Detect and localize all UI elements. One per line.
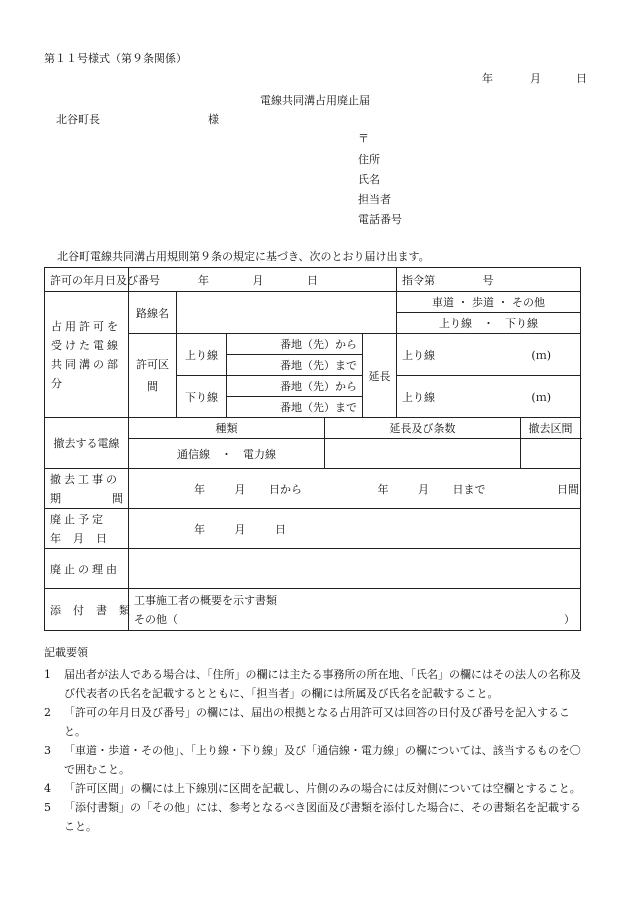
line-kind-options[interactable]: 通信線 ・ 電力線 <box>129 439 325 469</box>
date-day-label: 日 <box>576 72 587 85</box>
up-line-meter-unit: (ｍ) <box>531 348 551 362</box>
postal-mark: 〒 <box>358 132 369 145</box>
permit-day: 日 <box>307 273 318 287</box>
abolition-date-field[interactable] <box>129 509 581 549</box>
permit-number-suffix: 号 <box>482 273 494 287</box>
instruction-text: 届出者が法人である場合は、「住所」の欄には主たる事務所の所在地、「氏名」の欄にはその法人の名称及び代表者の氏名を記載するとともに、「担当者」の欄には所属及び氏名を記載すること。 <box>64 668 581 700</box>
name-label: 氏名 <box>358 173 380 186</box>
work-to-year: 年 <box>377 482 389 496</box>
instruction-number: 5 <box>44 801 51 814</box>
down-line-from[interactable]: 番地（先）から <box>227 376 363 397</box>
permit-year: 年 <box>198 273 209 287</box>
down-line-length-label: 上り線 <box>402 390 435 404</box>
work-to-month: 月 <box>418 482 429 496</box>
up-line-length-field[interactable] <box>397 334 581 376</box>
instruction-text: 「許可区間」の欄には上下線別に区間を記載し、片側のみの場合には反対側については空欄とすること。 <box>64 782 581 795</box>
address-label: 住所 <box>358 153 380 166</box>
instruction-item <box>44 703 590 741</box>
abolition-reason-label: 廃止の理由 <box>45 549 129 589</box>
road-type-options[interactable]: 車道 ・ 歩道 ・ その他 <box>397 292 581 313</box>
abolition-date-line2: 年月日 <box>50 531 119 545</box>
removed-lines-label: 撤去する電線 <box>45 418 129 469</box>
up-line-from[interactable]: 番地（先）から <box>227 334 363 355</box>
instruction-item <box>44 798 590 836</box>
work-from-day: 日から <box>269 482 302 496</box>
down-line-meter-unit: (ｍ) <box>531 390 551 404</box>
work-to-day: 日まで <box>452 482 486 496</box>
instruction-item <box>44 665 590 703</box>
length-count-field[interactable] <box>325 439 521 469</box>
up-line-label: 上り線 <box>177 334 227 376</box>
attachments-label: 添付書類 <box>45 589 129 631</box>
attachments-field[interactable] <box>129 589 581 631</box>
intro-statement: 北谷町電線共同溝占用規則第９条の規定に基づき、次のとおり届け出ます。 <box>57 250 430 263</box>
down-line-length-field[interactable] <box>397 376 581 418</box>
attachment-contractor-summary: 工事施工者の概要を示す書類 <box>134 593 277 607</box>
abolition-date-line1: 廃止予定 <box>50 512 106 526</box>
date-year-label: 年 <box>482 72 493 85</box>
length-count-header: 延長及び条数 <box>325 418 521 439</box>
work-period-field[interactable] <box>129 469 581 509</box>
instruction-text: 「添付書類」の「その他」には、参考となるべき図面及び書類を添付した場合に、その書類名を記載すること。 <box>64 801 581 833</box>
permit-date-label: 許可の年月日及び番号 <box>45 268 129 292</box>
notification-table <box>44 267 581 631</box>
extension-label: 延長 <box>363 334 397 418</box>
permit-number-prefix: 指令第 <box>402 273 435 287</box>
form-number: 第１１号様式（第９条関係） <box>44 52 187 65</box>
abolition-year: 年 <box>194 522 205 536</box>
instruction-item <box>44 741 590 779</box>
instruction-number: 3 <box>44 744 51 757</box>
route-name-field[interactable] <box>177 292 397 334</box>
abolition-date-label <box>45 509 129 549</box>
attachment-other-label: その他（ <box>134 612 178 626</box>
phone-label: 電話番号 <box>358 213 402 226</box>
honorific: 様 <box>208 113 219 126</box>
work-period-line1: 撤去工事の <box>50 472 120 486</box>
instruction-item <box>44 779 590 798</box>
addressee: 北谷町長 <box>56 113 100 126</box>
work-from-year: 年 <box>194 482 205 496</box>
permit-number-field[interactable] <box>397 268 581 292</box>
attachment-other-close: ） <box>564 612 575 626</box>
work-from-month: 月 <box>234 482 246 496</box>
instructions-heading: 記載要領 <box>44 646 88 659</box>
permit-date-field[interactable] <box>129 268 397 292</box>
abolition-day: 日 <box>275 522 286 536</box>
instruction-number: 2 <box>44 706 51 719</box>
document-title: 電線共同溝占用廃止届 <box>260 94 370 107</box>
instruction-number: 1 <box>44 668 51 681</box>
down-line-to[interactable]: 番地（先）まで <box>227 397 363 418</box>
abolition-reason-field[interactable] <box>129 549 581 589</box>
attachment-other-line <box>134 610 575 629</box>
up-line-to[interactable]: 番地（先）まで <box>227 355 363 376</box>
instructions <box>44 643 590 836</box>
permit-month: 月 <box>252 273 264 287</box>
permit-section-label: 許可区間 <box>129 334 177 418</box>
work-period-label <box>45 469 129 509</box>
route-name-label: 路線名 <box>129 292 177 334</box>
abolition-month: 月 <box>234 522 246 536</box>
occupancy-section-label: 占用許可を受けた電線共同溝の部分 <box>45 292 129 418</box>
instruction-number: 4 <box>44 782 51 795</box>
down-line-label: 下り線 <box>177 376 227 418</box>
work-period-line2: 期 間 <box>50 491 123 505</box>
kind-header: 種類 <box>129 418 325 439</box>
work-days: 日間 <box>557 482 579 496</box>
line-direction-options[interactable]: 上り線 ・ 下り線 <box>397 313 581 334</box>
person-in-charge-label: 担当者 <box>358 193 391 206</box>
instruction-text: 「車道・歩道・その他」、「上り線・下り線」及び「通信線・電力線」の欄については、該当するものを〇で囲むこと。 <box>64 744 581 776</box>
removal-section-header: 撤去区間 <box>521 418 581 439</box>
removal-section-field[interactable] <box>521 439 581 469</box>
up-line-length-label: 上り線 <box>402 348 435 362</box>
instruction-text: 「許可の年月日及び番号」の欄には、届出の根拠となる占用許可又は回答の日付及び番号を記入すること。 <box>64 706 570 738</box>
date-month-label: 月 <box>530 72 541 85</box>
